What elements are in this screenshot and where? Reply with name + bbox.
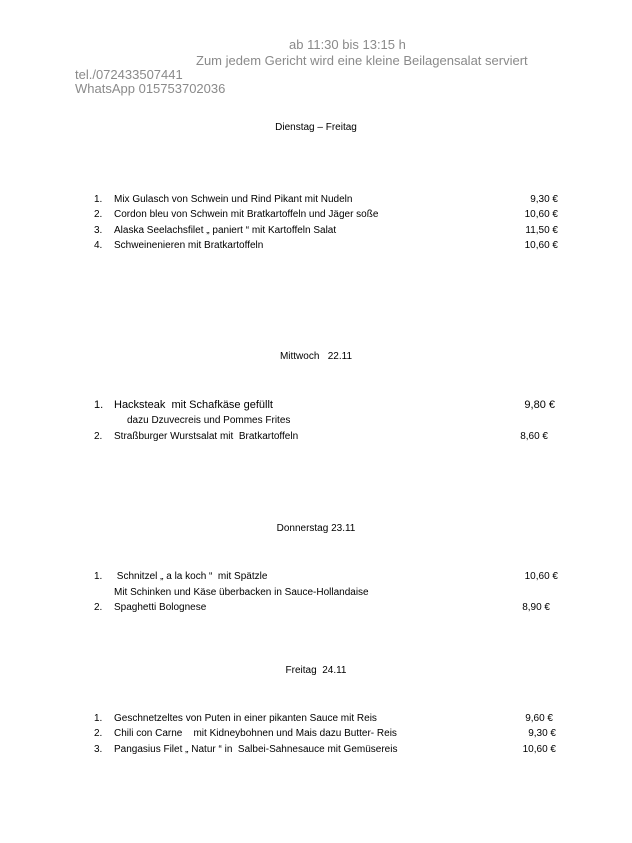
dish-price: 10,60 € (524, 209, 558, 220)
dish-price: 9,60 € (525, 713, 553, 724)
side-salad-note: Zum jedem Gericht wird eine kleine Beilagensalat serviert (196, 53, 528, 68)
dish-side-description: Mit Schinken und Käse überbacken in Sauce-Hollandaise (114, 587, 369, 598)
item-number: 2. (94, 602, 103, 613)
dish-price: 9,30 € (528, 728, 556, 739)
section-title-donnerstag: Donnerstag 23.11 (276, 523, 356, 534)
dish-name: Geschnetzeltes von Puten in einer pikanten Sauce mit Reis (114, 713, 377, 724)
dish-price: 8,90 € (522, 602, 550, 613)
item-number: 3. (94, 225, 103, 236)
dish-name: Chili con Carne mit Kidneybohnen und Mais dazu Butter- Reis (114, 728, 397, 739)
dish-name: Pangasius Filet „ Natur “ in Salbei-Sahnesauce mit Gemüsereis (114, 744, 398, 755)
opening-hours: ab 11:30 bis 13:15 h (289, 37, 406, 52)
dish-name: Schnitzel „ a la koch “ mit Spätzle (114, 571, 268, 582)
dish-name: Schweinenieren mit Bratkartoffeln (114, 240, 264, 251)
dish-price: 10,60 € (524, 240, 558, 251)
item-number: 2. (94, 209, 103, 220)
section-title-freitag: Freitag 24.11 (285, 665, 347, 676)
dish-price: 10,60 € (524, 571, 558, 582)
item-number: 2. (94, 728, 103, 739)
phone-number: tel./072433507441 (75, 67, 183, 82)
item-number: 4. (94, 240, 103, 251)
item-number: 1. (94, 399, 104, 411)
dish-name: Spaghetti Bolognese (114, 602, 207, 613)
dish-price: 10,60 € (522, 744, 556, 755)
dish-name: Straßburger Wurstsalat mit Bratkartoffeln (114, 431, 299, 442)
section-title-mittwoch: Mittwoch 22.11 (279, 351, 353, 362)
item-number: 1. (94, 713, 103, 724)
item-number: 3. (94, 744, 103, 755)
dish-price: 8,60 € (520, 431, 548, 442)
item-number: 2. (94, 431, 103, 442)
item-number: 1. (94, 194, 103, 205)
dish-price: 9,80 € (524, 399, 555, 411)
dish-name: Alaska Seelachsfilet „ paniert “ mit Kartoffeln Salat (114, 225, 337, 236)
dish-name: Cordon bleu von Schwein mit Bratkartoffeln und Jäger soße (114, 209, 379, 220)
dish-price: 11,50 € (525, 225, 558, 236)
dish-name: Mix Gulasch von Schwein und Rind Pikant mit Nudeln (114, 194, 353, 205)
section-title-dienstag-freitag: Dienstag – Freitag (275, 122, 357, 133)
whatsapp-number: WhatsApp 015753702036 (75, 81, 226, 96)
item-number: 1. (94, 571, 103, 582)
dish-price: 9,30 € (530, 194, 558, 205)
dish-side-description: dazu Dzuvecreis und Pommes Frites (127, 415, 291, 426)
dish-name: Hacksteak mit Schafkäse gefüllt (114, 399, 273, 411)
